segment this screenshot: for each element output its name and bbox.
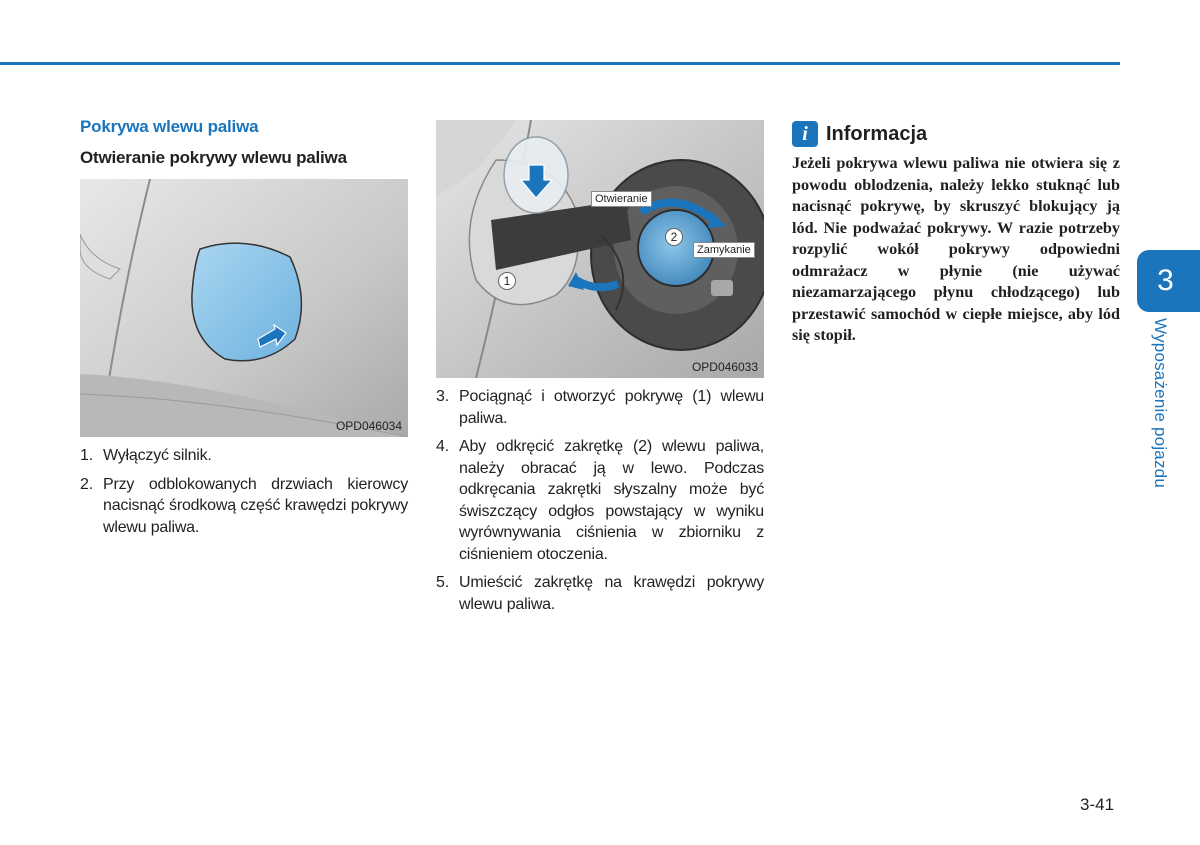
fuel-cap-figure <box>436 120 764 378</box>
subsection-title: Otwieranie pokrywy wlewu paliwa <box>80 148 347 167</box>
steps-list-left <box>80 445 408 545</box>
list-item: 5. Umieścić zakrętkę na krawędzi pokrywy wlewu paliwa. <box>436 574 764 613</box>
list-item: 3. Pociągnąć i otworzyć pokrywę (1) wlewu paliwa. <box>436 388 764 427</box>
steps-list-middle <box>436 386 764 622</box>
fuel-door-figure <box>80 179 408 437</box>
figure-code: OPD046033 <box>691 360 758 374</box>
callout-open-label: Otwieranie <box>591 191 652 207</box>
chapter-name-label: Wyposażenie pojazdu <box>1151 318 1170 488</box>
page-number: 3-41 <box>1080 795 1115 814</box>
info-title: Informacja <box>826 122 928 145</box>
chapter-tab: 3 <box>1137 250 1200 312</box>
header-rule <box>0 62 1120 65</box>
info-header <box>792 121 927 147</box>
callout-close-label: Zamykanie <box>693 242 755 258</box>
info-icon: i <box>792 121 818 147</box>
chapter-name <box>1150 318 1178 508</box>
list-item: 1. Wyłączyć silnik. <box>80 447 212 464</box>
figure-code: OPD046034 <box>335 419 402 433</box>
list-item: 2. Przy odblokowanych drzwiach kierowcy nacisnąć środkową część krawędzi pokrywy wlewu paliwa. <box>80 475 408 536</box>
section-title: Pokrywa wlewu paliwa <box>80 117 259 136</box>
info-body: Jeżeli pokrywa wlewu paliwa nie otwiera się z powodu oblodzenia, należy lekko stuknąć lub nacisnąć pokrywę, by skruszyć blokujący ją lód. Nie podważać pokrywy. W razie potrzeby rozpylić wokół pokrywy odpowiedni odmrażacz w płynie (nie używać niezamarzającego płynu chłodzącego) lub przestawić samochód w ciepłe miejsce, aby lód się stopił. <box>792 154 1120 344</box>
badge-2: 2 <box>665 228 683 246</box>
fuel-door-open-illustration <box>80 179 408 437</box>
badge-1: 1 <box>498 272 516 290</box>
list-item: 4. Aby odkręcić zakrętkę (2) wlewu paliwa, należy obracać ją w lewo. Podczas odkręcania zakrętki słyszalny może być świszczący odgłos powstający w wyniku wyrównywania ciśnienia w zbiorniku z ciśnieniem otoczenia. <box>436 438 764 563</box>
